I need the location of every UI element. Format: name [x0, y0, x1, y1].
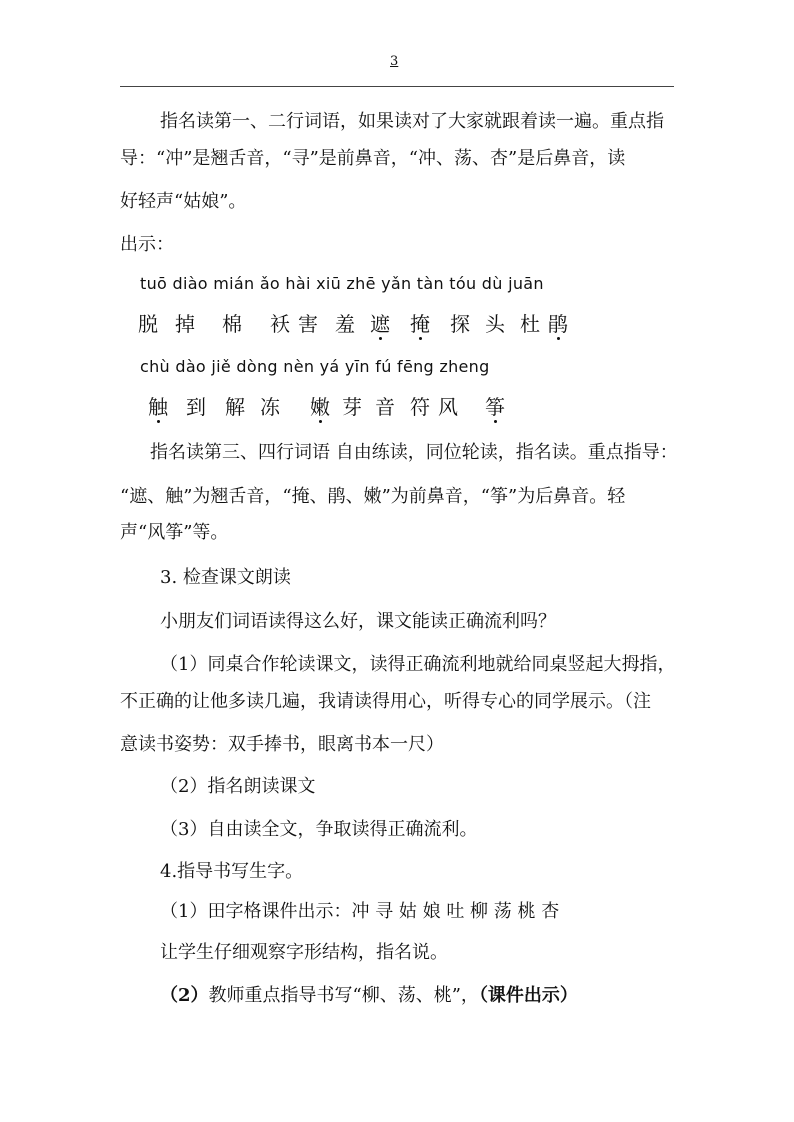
show-label: 出示： [120, 234, 174, 255]
item3: （3）自由读全文，争取读得正确流利。 [160, 819, 478, 840]
write-item2 [160, 984, 578, 1008]
item1-line1: （1）同桌合作轮读课文，读得正确流利地就给同桌竖起大拇指， [160, 654, 676, 675]
char-word: 探 [450, 312, 470, 336]
char-word: 头 [485, 312, 505, 336]
write-item2-main: 教师重点指导书写“柳、荡、桃”， [208, 985, 479, 1006]
char-word: 袄 [270, 312, 290, 336]
char-word: 芽 [342, 395, 362, 419]
item1-line2: 不正确的让他多读几遍，我请读得用心，听得专心的同学展示。（注 [120, 691, 651, 712]
section3-question: 小朋友们词语读得这么好，课文能读正确流利吗？ [160, 611, 556, 632]
write-item1: （1）田字格课件出示：冲 寻 姑 娘 吐 柳 荡 桃 杏 [160, 901, 560, 922]
char-word: 害 [298, 312, 318, 336]
char-word: 音 [375, 395, 395, 419]
char-word: 符 [410, 395, 430, 419]
char-word: 解 [225, 395, 245, 419]
char-word-marked: 触 [148, 395, 168, 419]
pinyin-row2: chù dào jiě dòng nèn yá yīn fú fēng zheng [140, 357, 490, 376]
para2-line1: 指名读第三、四行词语 自由练读，同位轮读，指名读。重点指导： [150, 442, 678, 463]
char-word: 羞 [335, 312, 355, 336]
item1-line3: 意读书姿势：双手捧书，眼离书本一尺） [120, 734, 444, 755]
char-word: 冻 [260, 395, 280, 419]
char-word-marked: 筝 [485, 395, 505, 419]
pinyin-row1: tuō diào mián ǎo hài xiū zhē yǎn tàn tóu dù juān [140, 274, 544, 293]
item2: （2）指名朗读课文 [160, 776, 316, 797]
write-item2-prefix: （2） [160, 985, 209, 1006]
para1-line2: 导：“冲”是翘舌音，“寻”是前鼻音，“冲、荡、杏”是后鼻音，读 [120, 148, 626, 169]
para1-line3: 好轻声“姑娘”。 [120, 191, 247, 212]
section4-title: 4.指导书写生字。 [160, 861, 304, 882]
char-word: 脱 [138, 312, 158, 336]
char-word: 杜 [520, 312, 540, 336]
char-word-marked: 鹃 [548, 312, 568, 336]
para2-line3: 声“风筝”等。 [120, 522, 229, 543]
char-word-marked: 嫩 [310, 395, 330, 419]
write-item1-detail: 让学生仔细观察字形结构，指名说。 [160, 942, 448, 963]
char-word: 棉 [222, 312, 242, 336]
header-rule [120, 86, 674, 87]
char-word: 掉 [175, 312, 195, 336]
section3-title: 3. 检查课文朗读 [160, 567, 291, 588]
para1-line1: 指名读第一、二行词语，如果读对了大家就跟着读一遍。重点指 [160, 111, 664, 132]
char-word: 风 [438, 395, 458, 419]
page-number: 3 [390, 54, 399, 69]
char-word: 到 [186, 395, 206, 419]
char-word-marked: 掩 [410, 312, 430, 336]
para2-line2: “遮、触”为翘舌音，“掩、鹃、嫩”为前鼻音，“筝”为后鼻音。轻 [120, 486, 626, 507]
char-word-marked: 遮 [370, 312, 390, 336]
write-item2-tail: （课件出示） [478, 985, 578, 1006]
